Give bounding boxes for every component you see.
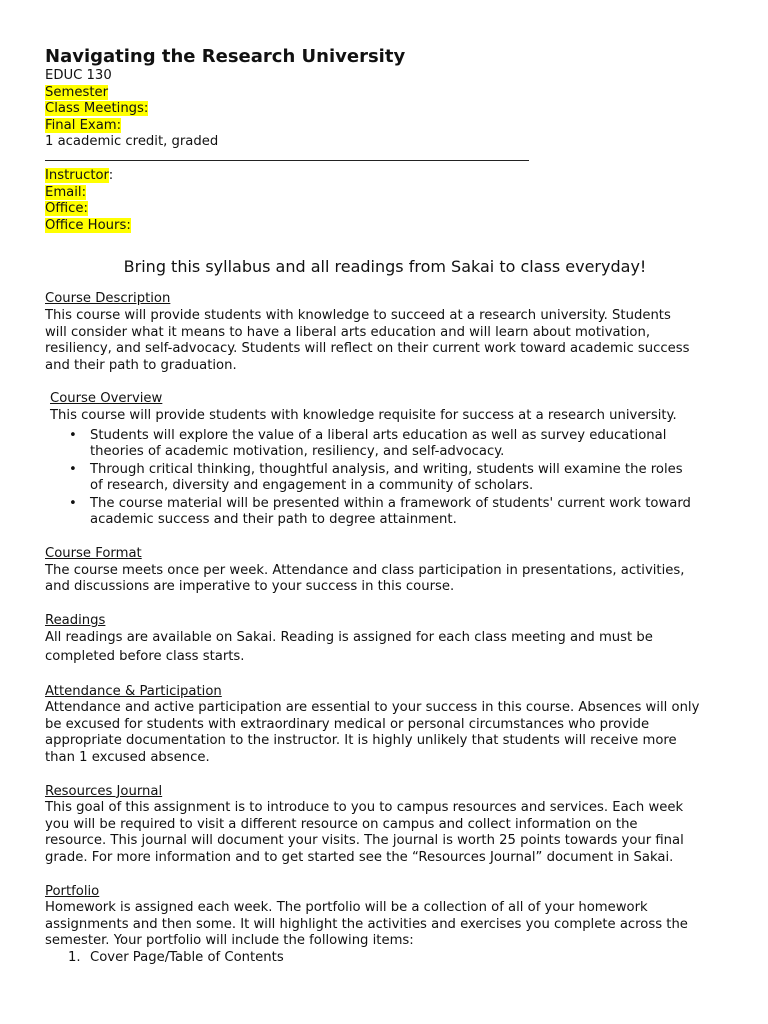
bullet-text: of research, diversity and engagement in a community of scholars. — [90, 478, 534, 494]
syllabus-page — [45, 46, 725, 967]
paragraph-line: will consider what it means to have a liberal arts education and will learn about motivation, — [45, 324, 651, 340]
section-heading: Attendance & Participation — [45, 683, 222, 699]
paragraph-line: This course will provide students with knowledge to succeed at a research university. Students — [45, 307, 671, 323]
list-item — [69, 427, 725, 461]
bullet-text: Through critical thinking, thoughtful analysis, and writing, students will examine the roles — [90, 461, 683, 477]
paragraph-line: grade. For more information and to get started see the “Resources Journal” document in Sakai. — [45, 849, 674, 865]
list-item — [68, 949, 725, 967]
section-portfolio — [45, 884, 725, 967]
paragraph-line: This goal of this assignment is to introduce to you to campus resources and services. Each week — [45, 800, 684, 816]
section-heading: Portfolio — [45, 883, 100, 899]
course-code: EDUC 130 — [45, 68, 112, 83]
bullet-icon: • — [69, 461, 77, 477]
overview-bullet-list — [45, 428, 725, 530]
paragraph-line: semester. Your portfolio will include the following items: — [45, 933, 414, 949]
paragraph-line: assignments and then some. It will highlight the activities and exercises you complete across the — [45, 916, 688, 932]
section-heading: Course Format — [45, 546, 142, 562]
paragraph-line: The course meets once per week. Attendance and class participation in presentations, activities, — [45, 562, 685, 578]
section-course-overview — [45, 391, 725, 529]
item-number: 1. — [68, 949, 81, 965]
section-course-format — [45, 546, 725, 596]
final-exam-field: Final Exam: — [45, 117, 122, 133]
section-heading: Resources Journal — [45, 783, 163, 799]
office-hours-field: Office Hours: — [45, 217, 131, 233]
section-resources-journal — [45, 784, 725, 867]
email-field: Email: — [45, 184, 87, 200]
office-field: Office: — [45, 201, 88, 217]
section-heading: Course Overview — [50, 391, 163, 407]
bullet-text: Students will explore the value of a liberal arts education as well as survey educational — [90, 427, 667, 443]
page-title: Navigating the Research University — [45, 46, 406, 67]
bullet-text: theories of academic motivation, resiliency, and self-advocacy. — [90, 444, 505, 460]
paragraph-line: you will be required to visit a different resource on campus and collect information on the — [45, 816, 638, 832]
paragraph-line: resource. This journal will document your visits. The journal is worth 25 points towards your final — [45, 833, 684, 849]
overview-intro: This course will provide students with knowledge requisite for success at a research university. — [50, 407, 677, 423]
section-heading: Course Description — [45, 291, 171, 307]
paragraph-line: Homework is assigned each week. The portfolio will be a collection of all of your homework — [45, 900, 648, 916]
bullet-icon: • — [69, 495, 77, 511]
paragraph-line: and their path to graduation. — [45, 357, 237, 373]
list-item — [69, 461, 725, 495]
instructor-field: Instructor — [45, 167, 109, 183]
paragraph-line: appropriate documentation to the instructor. It is highly unlikely that students will receive more — [45, 733, 677, 749]
section-heading: Readings — [45, 612, 106, 628]
item-text: Cover Page/Table of Contents — [90, 949, 284, 965]
paragraph-line: Attendance and active participation are essential to your success in this course. Absences will only — [45, 700, 700, 716]
instructor-colon: : — [108, 167, 114, 183]
header-block — [45, 46, 725, 234]
paragraph-line: and discussions are imperative to your success in this course. — [45, 579, 455, 595]
paragraph-line: resiliency, and self-advocacy. Students will reflect on their current work toward academic success — [45, 341, 690, 357]
class-meetings-field: Class Meetings: — [45, 101, 149, 117]
semester-field: Semester — [45, 84, 109, 100]
credit-info: 1 academic credit, graded — [45, 134, 219, 150]
paragraph-line: be excused for students with extraordinary medical or personal circumstances who provide — [45, 716, 650, 732]
section-course-description — [45, 291, 725, 374]
list-item — [69, 495, 725, 529]
section-readings — [45, 613, 725, 667]
paragraph-line: All readings are available on Sakai. Reading is assigned for each class meeting and must be — [45, 630, 653, 646]
section-attendance — [45, 684, 725, 767]
header-divider — [45, 151, 529, 161]
callout-banner: Bring this syllabus and all readings from Sakai to class everyday! — [123, 257, 647, 277]
paragraph-line: completed before class starts. — [45, 649, 245, 665]
bullet-icon: • — [69, 427, 77, 443]
paragraph-line: than 1 excused absence. — [45, 750, 210, 765]
bullet-text: The course material will be presented within a framework of students' current work toward — [90, 495, 691, 511]
portfolio-item-list — [45, 950, 725, 967]
bullet-text: academic success and their path to degree attainment. — [90, 512, 457, 528]
